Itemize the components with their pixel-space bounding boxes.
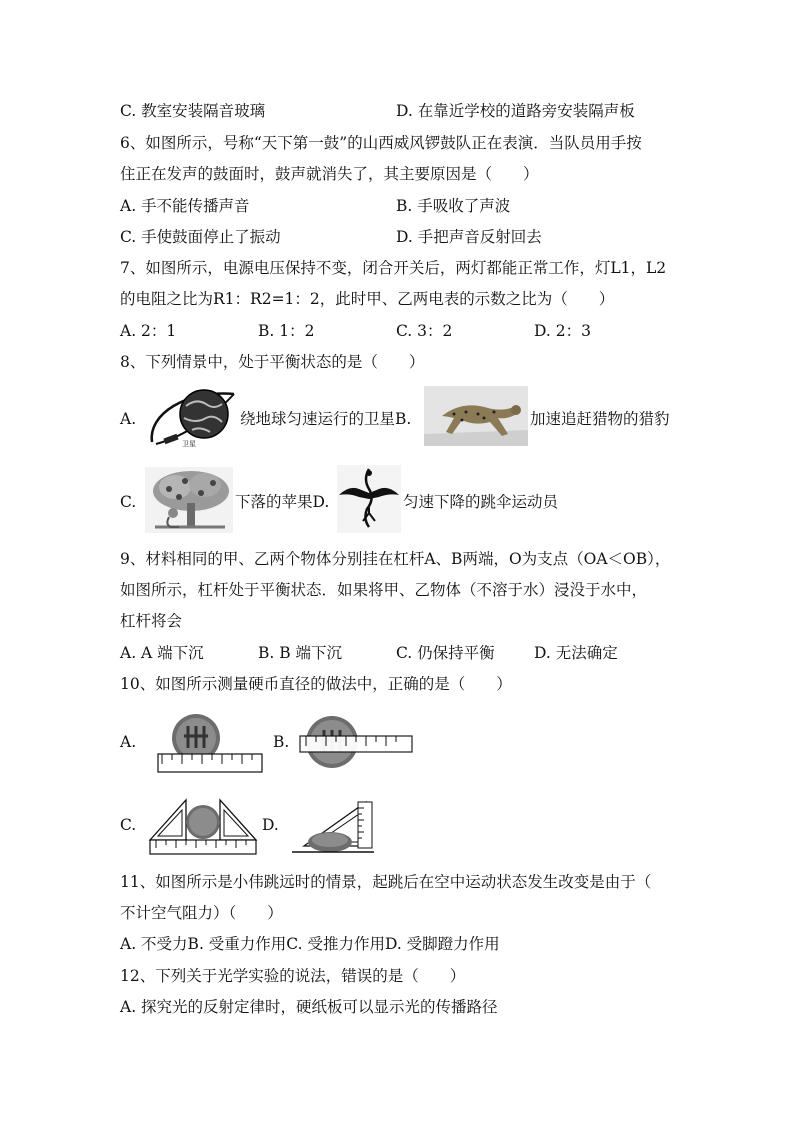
q9-stem-line1: 9、材料相同的甲、乙两个物体分别挂在杠杆A、B两端，O为支点（OA＜OB），	[120, 550, 671, 568]
q9-option-a: A. A 端下沉	[120, 644, 204, 662]
q9-stem-line3: 杠杆将会	[120, 612, 183, 630]
q9-stem-line2: 如图所示，杠杆处于平衡状态．如果将甲、乙物体（不溶于水）浸没于水中，	[120, 581, 648, 599]
q12-option-a: A. 探究光的反射定律时，硬纸板可以显示光的传播路径	[120, 998, 498, 1016]
q8-option-d-text: 匀速下降的跳伞运动员	[403, 493, 559, 511]
q9-option-c: C. 仍保持平衡	[396, 644, 495, 662]
satellite-label: 卫星	[182, 440, 196, 448]
coin-ruler-image-a	[154, 712, 264, 774]
q9-option-d: D. 无法确定	[534, 644, 618, 662]
q12-stem: 12、下列关于光学实验的说法，错误的是（ ）	[120, 967, 466, 985]
q8-option-a-label: A.	[120, 410, 137, 428]
parachutist-image	[337, 465, 401, 533]
q6-option-a: A. 手不能传播声音	[120, 197, 250, 215]
q6-option-c: C. 手使鼓面停止了振动	[120, 228, 281, 246]
q11-stem-line1: 11、如图所示是小伟跳远时的情景，起跳后在空中运动状态发生改变是由于（	[120, 873, 652, 891]
coin-ruler-image-b	[296, 712, 416, 774]
q5-option-d: D. 在靠近学校的道路旁安装隔声板	[396, 102, 635, 120]
q5-option-c: C. 教室安装隔音玻璃	[120, 102, 266, 120]
q10-stem: 10、如图所示测量硬币直径的做法中，正确的是（ ）	[120, 675, 512, 693]
cheetah-image	[424, 386, 528, 446]
q7-option-a: A. 2：1	[120, 322, 177, 340]
q11-stem-line2: 不计空气阻力）（ ）	[120, 904, 283, 922]
q7-option-b: B. 1：2	[258, 322, 315, 340]
coin-triangles-image-c	[146, 796, 260, 858]
q10-option-d-label: D.	[262, 816, 279, 834]
q10-option-a-label: A.	[120, 733, 137, 751]
q6-option-b: B. 手吸收了声波	[396, 197, 511, 215]
q6-stem-line1: 6、如图所示，号称“天下第一鼓”的山西威风锣鼓队正在表演．当队员用手按	[120, 134, 642, 152]
q11-options: A. 不受力B. 受重力作用C. 受推力作用D. 受脚蹬力作用	[120, 935, 500, 953]
q10-option-c-label: C.	[120, 816, 137, 834]
q7-stem-line1: 7、如图所示，电源电压保持不变，闭合开关后，两灯都能正常工作，灯L1，L2	[120, 259, 667, 277]
q8-option-c-text: 下落的苹果D.	[235, 493, 330, 511]
q8-option-b-text: 加速追赶猎物的猎豹	[530, 410, 670, 428]
q8-stem: 8、下列情景中，处于平衡状态的是（ ）	[120, 353, 425, 371]
q7-option-d: D. 2：3	[534, 322, 591, 340]
apple-tree-image	[145, 467, 233, 533]
q9-option-b: B. B 端下沉	[258, 644, 343, 662]
q8-option-c-label: C.	[120, 493, 137, 511]
satellite-orbit-image	[146, 384, 238, 450]
q7-stem-line2: 的电阻之比为R1：R2=1：2，此时甲、乙两电表的示数之比为（ ）	[120, 290, 615, 308]
q7-option-c: C. 3：2	[396, 322, 453, 340]
q8-option-a-text: 绕地球匀速运行的卫星B.	[240, 410, 412, 428]
q6-option-d: D. 手把声音反射回去	[396, 228, 542, 246]
q10-option-b-label: B.	[273, 733, 290, 751]
coin-triangle-image-d	[288, 796, 376, 858]
q6-stem-line2: 住正在发声的鼓面时，鼓声就消失了，其主要原因是（ ）	[120, 165, 539, 183]
